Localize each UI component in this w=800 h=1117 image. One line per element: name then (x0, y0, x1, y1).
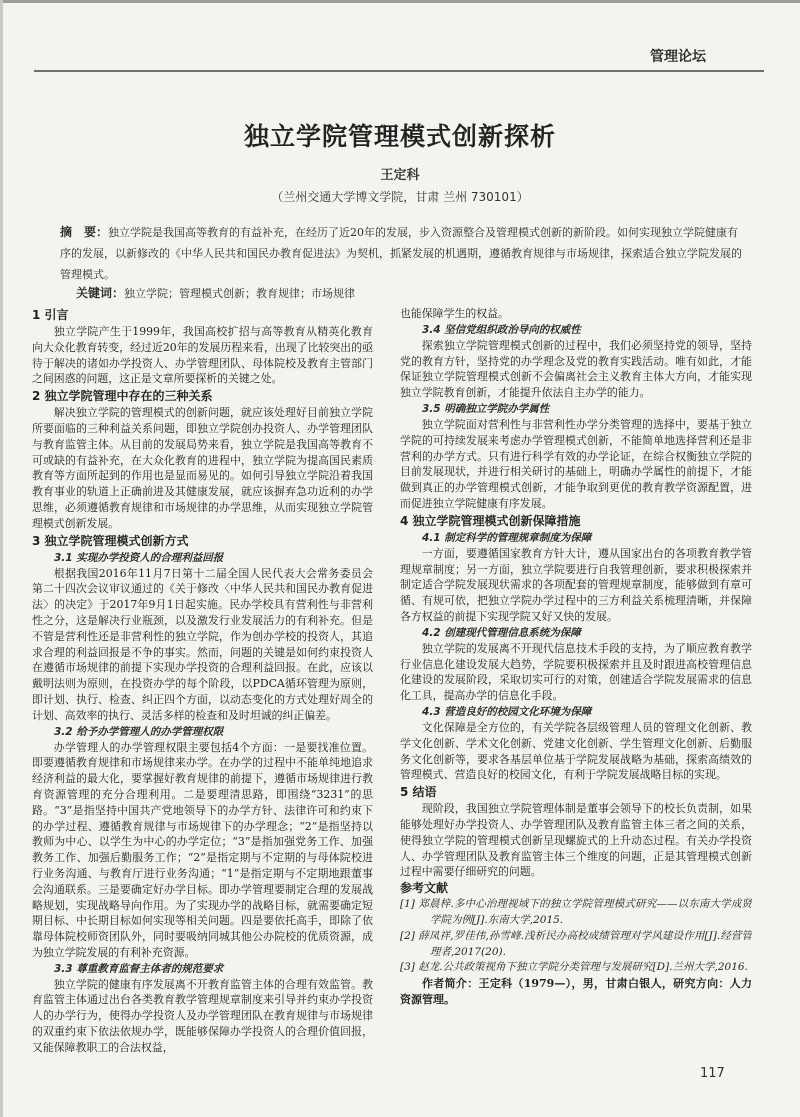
abstract-text: 独立学院是我国高等教育的有益补充，在经历了近20年的发展，步入资源整合及管理模式创新的新阶段。如何实现独立学院健康有序的发展，以新修改的《中华人民共和国民办教育促进法》为契机，抓紧发展的机遇期，遵循教育规律与市场规律，探索适合独立学院发展的管理模式。 (60, 226, 742, 281)
subsection-heading: 3.2 给予办学管理人的办学管理权限 (54, 725, 224, 738)
subsection-heading: 3.1 实现办学投资人的合理利益回报 (54, 551, 224, 564)
section-heading: 1 引言 (32, 308, 69, 322)
paragraph: 一方面，要遵循国家教育方针大计，遵从国家出台的各项教育教学管理规章制度；另一方面，独立学院要进行自我管理创新，要求积极探索并制定适合学院发展现状需求的各项配套的管理规章制度，能够做到有章可循、有规可依，把独立学院办学过程中的三方利益关系梳理清晰，并保障各方权益的前提下实现学院又好又快的发展。 (400, 546, 752, 623)
journal-column-name: 管理论坛 (650, 49, 706, 65)
keywords-label: 关键词： (76, 286, 125, 300)
page-number: 117 (700, 1066, 725, 1081)
subsection-heading: 3.3 尊重教育监督主体者的规范要求 (54, 962, 224, 975)
paragraph: 探索独立学院管理模式创新的过程中，我们必须坚持党的领导，坚持党的教育方针，坚持党的办学理念及党的教育实践活动。唯有如此，才能保证独立学院管理模式创新不会偏离社会主义教育主体大方向，才能实现独立学院教育创新，才能提升依法自主办学的能力。 (400, 338, 752, 400)
section-heading: 3 独立学院管理模式创新方式 (32, 533, 189, 548)
author-bio: 作者简介：王定科（1979—），男，甘肃白银人，研究方向：人力资源管理。 (400, 977, 752, 1006)
subsection-heading: 4.1 制定科学的管理规章制度为保障 (422, 531, 592, 544)
paper-title: 独立学院管理模式创新探析 (243, 122, 556, 151)
header-rule (34, 70, 764, 72)
section-heading: 2 独立学院管理中存在的三种关系 (32, 389, 213, 404)
abstract (60, 222, 742, 285)
subsection-heading: 4.3 营造良好的校园文化环境为保障 (422, 705, 592, 718)
paragraph: 独立学院产生于1999年，我国高校扩招与高等教育从精英化教育向大众化教育转变，经过近20年的发展历程来看，出现了比较突出的亟待于解决的诸如办学投资人、办学管理团队、母体院校及教育主管部门之间困惑的问题，这正是文章所要探析的关键之处。 (32, 325, 373, 386)
subsection-heading: 3.4 坚信党组织政治导向的权威性 (422, 323, 581, 336)
paragraph: 文化保障是全方位的，有关学院各层级管理人员的管理文化创新、教学文化创新、学术文化创新、党建文化创新、学生管理文化创新、后勤服务文化创新等，要求各基层单位基于学院发展战略为基础，探索高绩效的管理模式、营造良好的校园文化，有利于学院发展战略目标的实现。 (400, 720, 752, 782)
body-column-left (32, 306, 373, 1066)
scan-top-border (0, 0, 800, 3)
reference-item: [1] 郑晨梓.多中心治理视域下的独立学院管理模式研究——以东南大学成贤学院为例[J].东南大学,2015. (400, 898, 752, 926)
paragraph: 独立学院的健康有序发展离不开教育监管主体的合理有效监管。教育监管主体通过出台各类教育教学管理规章制度来引导并约束办学投资人的办学行为，使得办学投资人及办学管理团队在教育规律与市场规律的双重约束下依法依规办学，既能够保障办学投资人的合理价值回报，又能保障教职工的合法权益， (32, 977, 373, 1054)
author-affiliation: （兰州交通大学博文学院，甘肃 兰州 730101） (271, 190, 529, 204)
abstract-label: 摘 要： (60, 225, 109, 239)
author-name: 王定科 (380, 168, 420, 183)
paragraph: 独立学院的发展离不开现代信息技术手段的支持，为了顺应教育教学行业信息化建设发展大趋势，学院要积极探索并且及时跟进高校管理信息化建设的发展阶段，采取切实可行的对策，创建适合学院发展需求的信息化工具，提高办学的信息化手段。 (400, 641, 752, 703)
subsection-heading: 3.5 明确独立学院办学属性 (422, 402, 550, 415)
paragraph: 解决独立学院的管理模式的创新问题，就应该处理好目前独立学院所要面临的三种利益关系问题，即独立学院创办投资人、办学管理团队与教育监管主体。从目前的发展局势来看，独立学院是我国高等教育不可或缺的有益补充，在大众化教育的进程中，独立学院为提高国民素质教育等方面所起到的作用也是显而易见的。如何引导独立学院沿着我国教育事业的轨道上正确前进及其健康发展，就应该摒弃急功近利的办学思维，必须遵循教育规律和市场规律的办学思维，从而实现独立学院管理模式创新发展。 (32, 406, 373, 530)
subsection-heading: 4.2 创建现代管理信息系统为保障 (422, 626, 581, 639)
reference-item: [2] 薛凤祥,罗佳伟,孙雪峰.浅析民办高校成绩管理对学风建设作用[J].经营管理者,2017(20). (400, 929, 752, 958)
keywords (60, 284, 742, 303)
paragraph: 独立学院面对营利性与非营利性办学分类管理的选择中，要基于独立学院的可持续发展来考虑办学管理模式创新，不能简单地选择营利还是非营利的办学方式。只有进行科学有效的办学论证，在综合权衡独立学院的目前发展现状，并进行相关研讨的基础上，明确办学属性的前提下，才能做到真正的办学管理模式创新，才能争取到更优的教育教学资源配置，进而促进独立学院健康有序发展。 (400, 417, 752, 510)
paragraph: 现阶段，我国独立学院管理体制是董事会领导下的校长负责制，如果能够处理好办学投资人、办学管理团队及教育监管主体三者之间的关系，使得独立学院的管理模式创新呈现螺旋式的上升动态过程。有关办学投资人、办学管理团队及教育监管主体三个维度的问题，正是其管理模式创新过程中需要仔细研究的问题。 (400, 802, 752, 879)
keywords-text: 独立学院；管理模式创新；教育规律；市场规律 (124, 287, 356, 300)
body-column-right (400, 306, 752, 1066)
references-heading: 参考文献 (400, 881, 449, 896)
section-heading: 5 结语 (400, 785, 437, 800)
paragraph: 也能保障学生的权益。 (400, 307, 509, 320)
section-heading: 4 独立学院管理模式创新保障措施 (400, 513, 581, 528)
reference-item: [3] 赵龙.公共政策视角下独立学院分类管理与发展研究[D].兰州大学,2016. (400, 961, 748, 974)
paragraph: 办学管理人的办学管理权限主要包括4个方面：一是要找准位置。即要遵循教育规律和市场规律来办学。在办学的过程中不能单纯地追求经济利益的最大化，要掌握好教育规律的前提下，遵循市场规律进行教育资源管理的充分合理利用。二是要理清思路，即围绕“3231”的思路。“3”是指坚持中国共产党地领导下的办学方针、法律许可和约束下的办学过程、遵循教育规律与市场规律下的办学理念；“2”是指坚持以教师为中心、以学生为中心的办学定位；“3”是指加强党务工作、加强教务工作、加强后勤服务工作；“2”是指定期与不定期的与母体院校进行业务沟通、与教育厅进行业务沟通；“1”是指定期与不定期地跟董事会沟通联系。三是要确定好办学目标。即办学管理要制定合理的发展战略规划，实现战略导向作用。为了实现办学的战略目标，就需要确定短期目标、中长期目标如何实现等相关问题。四是要依托高手，即除了依靠母体院校师资团队外，同时要吸纳同城其他公办院校的优质资源，成为独立学院发展的有利补充资源。 (32, 740, 373, 959)
paragraph: 根据我国2016年11月7日第十二届全国人民代表大会常务委员会第二十四次会议审议通过的《关于修改〈中华人民共和国民办教育促进法〉的决定》于2017年9月1日起实施。民办学校具有营利性与非营利性之分，这是解决行业瓶颈，以及激发行业发展活力的有利补充。但是不管是营利性还是非营利性的独立学院，作为创办学校的投资人，其追求合理的利益回报是不争的事实。然而，问题的关键是如何约束投资人在遵循市场规律的前提下实现办学投资的合理利益回报。在此，应该以戴明法则为原则，在投资办学的每个阶段，以PDCA循环管理为原则，即计划、执行、检查、纠正四个方面，以动态变化的方式处理好周全的计划、高效率的执行、灵活多样的检查和及时坦诚的纠正偏差。 (32, 566, 373, 722)
